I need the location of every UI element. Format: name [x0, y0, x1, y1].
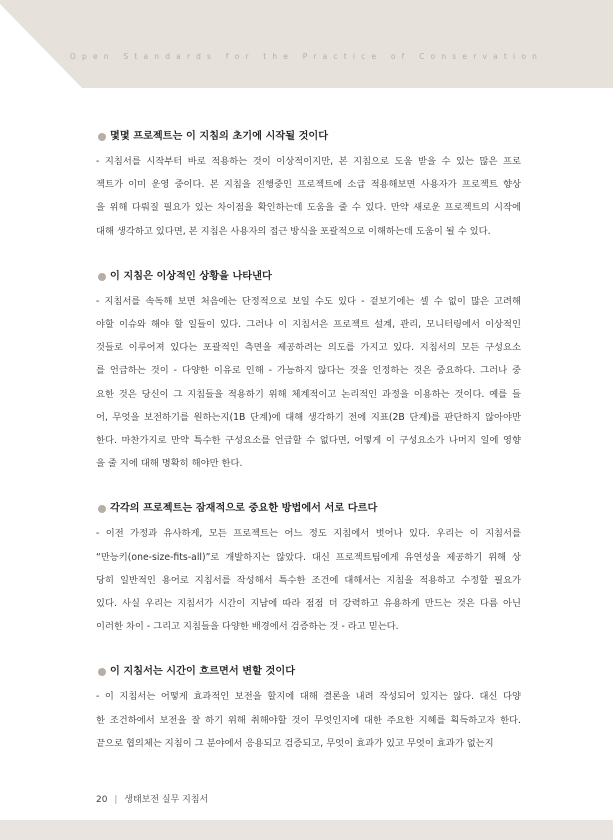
page-number: 20 — [96, 795, 108, 805]
paragraph-line: 대해 생각하고 있다면, 본 지침은 사용자의 접근 방식을 포괄적으로 이해하는데 도움이 될 수 있다. — [96, 225, 491, 237]
paragraph-line: 젝트가 이미 운영 중이다. 본 지침을 진행중인 프로젝트에 소급 적용해보면 사용자가 프로젝트 향상 — [96, 179, 521, 191]
section — [96, 663, 521, 755]
paragraph-line: 어, 무엇을 보전하기를 원하는지(1B 단계)에 대해 생각하기 전에 지표(2B 단계)를 판단하지 않아야만 — [96, 411, 521, 423]
paragraph-line: 것들로 이루어져 있다는 포괄적인 측면을 제공하려는 의도를 가지고 있다. 지침서의 모든 구성요소 — [96, 342, 521, 354]
section-heading — [96, 268, 521, 286]
paragraph-line: 을 줄 지에 대해 명확히 해야만 한다. — [96, 458, 243, 470]
paragraph-line: 한다. 마찬가지로 만약 특수한 구성요소를 언급할 수 없다면, 어떻게 이 구성요소가 나머지 일에 영향 — [96, 435, 521, 447]
paragraph-line: - 지침서를 시작부터 바로 적용하는 것이 이상적이지만, 본 지침으로 도움 받을 수 있는 많은 프로 — [96, 156, 521, 167]
page-content — [96, 128, 521, 755]
paragraph-line: 당히 일반적인 용어로 지침서를 작성해서 특수한 조건에 대해서는 지침을 적용하고 수정할 필요가 — [96, 574, 521, 586]
section-paragraph — [96, 685, 521, 755]
header-tagline: Open Standards for the Practice of Conservation — [69, 52, 544, 61]
footer-separator: | — [114, 795, 118, 805]
header-band-polygon — [0, 0, 613, 88]
bullet-icon — [98, 273, 106, 281]
paragraph-line: 을 위해 다뤄질 필요가 있는 차이점을 확인하는데 도움을 줄 수 있다. 만약 새로운 프로젝트의 시작에 — [96, 202, 521, 214]
section-paragraph — [96, 290, 521, 476]
section-title: 이 지침은 이상적인 상황을 나타낸다 — [110, 270, 272, 282]
footer-band — [0, 820, 613, 840]
section-heading — [96, 128, 521, 146]
header-band-shape — [0, 0, 613, 88]
section — [96, 128, 521, 243]
section — [96, 500, 521, 638]
section — [96, 268, 521, 476]
section-heading — [96, 663, 521, 681]
section-heading — [96, 500, 521, 518]
paragraph-line: 한 조건하에서 보전을 잘 하기 위해 취해야할 것이 무엇인지에 대한 주요한 지혜를 획득하고자 한다. — [96, 714, 521, 726]
bullet-icon — [98, 133, 106, 141]
section-title: 몇몇 프로젝트는 이 지침의 초기에 시작될 것이다 — [110, 131, 329, 142]
paragraph-line: - 지침서를 속독해 보면 처음에는 단정적으로 보일 수도 있다 - 겉보기에는 셀 수 없이 많은 고려해 — [96, 295, 521, 307]
section-title: 이 지침서는 시간이 흐르면서 변할 것이다 — [110, 666, 296, 678]
section-paragraph — [96, 150, 521, 243]
paragraph-line: 이러한 차이 - 그리고 지침들을 다양한 배경에서 검증하는 것 - 라고 믿는다. — [96, 621, 399, 633]
paragraph-line: - 이 지침서는 어떻게 효과적인 보전을 할지에 대해 결론을 내려 작성되어 있지는 않다. 대신 다양 — [96, 691, 521, 703]
paragraph-line: 있다. 사실 우리는 지침서가 시간이 지남에 따라 점점 더 강력하고 유용하게 만드는 것은 다름 아닌 — [96, 598, 521, 610]
section-title: 각각의 프로젝트는 잠재적으로 중요한 방법에서 서로 다르다 — [110, 503, 378, 515]
bullet-icon — [98, 505, 106, 513]
header-banner — [0, 0, 613, 88]
paragraph-line: 요한 것은 당신이 그 지침들을 적용하기 위해 체계적이고 논리적인 과정을 이용하는 것이다. 예를 들 — [96, 388, 521, 400]
paragraph-line: - 이전 가정과 유사하게, 모든 프로젝트는 어느 정도 지침에서 벗어나 있다. 우리는 이 지침서를 — [96, 528, 521, 540]
paragraph-line: “만능키(one-size-fits-all)”로 개발하지는 않았다. 대신 프로젝트팀에게 유연성을 제공하기 위해 상 — [96, 551, 521, 563]
paragraph-line: 야할 이슈와 해야 할 일들이 있다. 그러나 이 지침서은 프로젝트 설계, 관리, 모니터링에서 이상적인 — [96, 319, 521, 331]
paragraph-line: 를 언급하는 것이 - 다양한 이유로 인해 - 가능하지 않다는 것을 인정하는 것은 중요하다. 그러나 중 — [96, 365, 521, 377]
book-title: 생태보전 실무 지침서 — [124, 795, 209, 805]
bullet-icon — [98, 668, 106, 676]
section-paragraph — [96, 522, 521, 638]
paragraph-line: 끝으로 협의체는 지침이 그 분야에서 응용되고 검증되고, 무엇이 효과가 있고 무엇이 효과가 없는지 — [96, 737, 494, 749]
page-footer — [96, 792, 208, 805]
